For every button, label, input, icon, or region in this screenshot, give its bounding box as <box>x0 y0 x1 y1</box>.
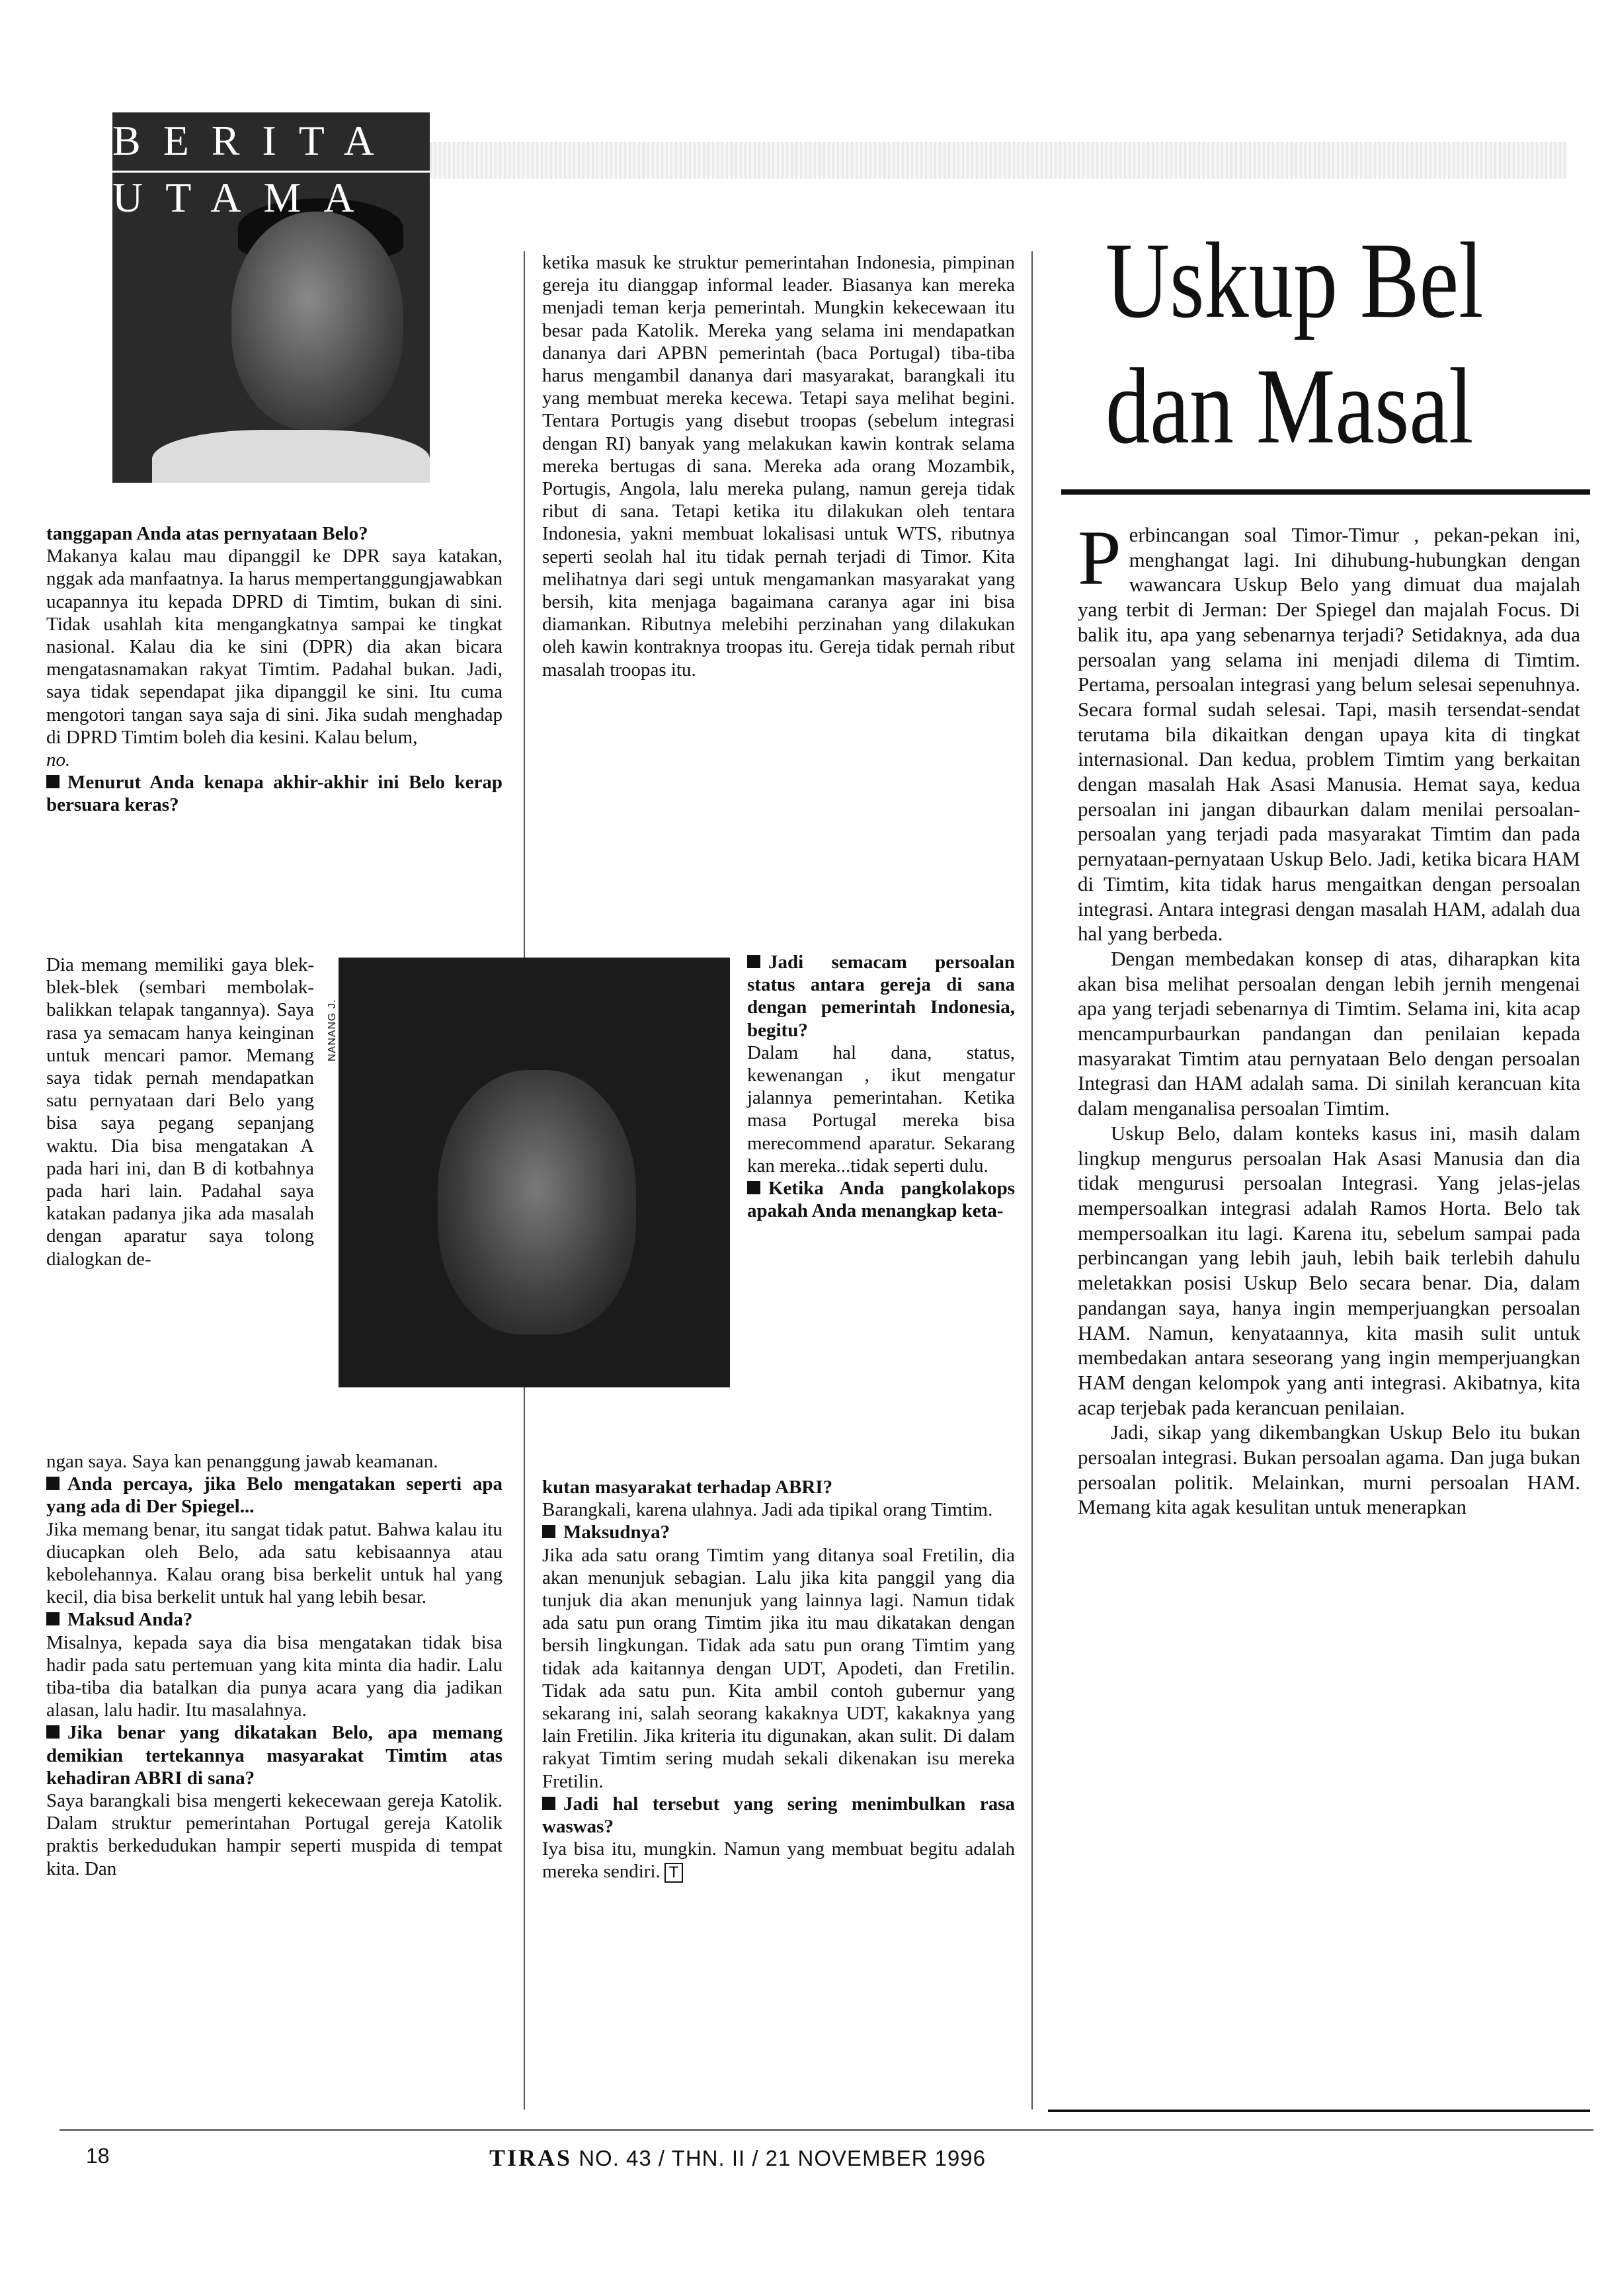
bullet-square-icon <box>542 1797 555 1810</box>
question-text: Anda percaya, jika Belo mengatakan seperti apa yang ada di Der Spiegel... <box>46 1473 502 1518</box>
footer-issue-line <box>489 2144 986 2172</box>
answer-text: no. <box>46 749 71 771</box>
column-rule-right <box>1031 251 1033 2110</box>
article-headline <box>1106 218 1517 470</box>
header-halftone-strip <box>430 142 1567 179</box>
answer-text: Makanya kalau mau dipanggil ke DPR saya katakan, nggak ada manfaatnya. Ia harus mempertanggungjawabkan ucapannya itu kepada DPRD di Timtim, bukan di sini. Tidak usahlah kita mengangkatnya sampai ke tingkat nasional. Kalau dia ke sini (DPR) dia akan bicara mengatasnamakan rakyat Timtim. Padahal bukan. Jadi, saya tidak sependapat jika dipanggil ke sini. Itu cuma mengotori tangan saya saja di sini. Jika sudah menghadap di DPRD Timtim boleh dia kesini. Kalau belum, <box>46 546 502 748</box>
answer-text: Iya bisa itu, mungkin. Namun yang membuat begitu adalah mereka sendiri. T <box>542 1838 1015 1883</box>
opinion-column <box>1078 514 1580 1520</box>
answer-text: Dia memang memiliki gaya blek-blek-blek (sembari membolak-balikkan telapak tangannya). Saya rasa ya semacam hanya keinginan untuk mencari pamor. Memang saya tidak pernah mendapatkan satu pernyataan dari Belo yang bisa saya pegang sepanjang waktu. Dia bisa mengatakan A pada hari ini, dan B di kotbahnya pada hari lain. Padahal saya katakan padanya jika ada masalah dengan aparatur saya tolong dialogkan de- <box>46 954 314 1270</box>
question-text: Jika benar yang dikatakan Belo, apa memang demikian tertekannya masyarakat Timtim atas kehadiran ABRI di sana? <box>46 1722 502 1789</box>
bullet-square-icon <box>46 1612 60 1625</box>
answer-text: Jika memang benar, itu sangat tidak patut. Bahwa kalau itu diucapkan oleh Belo, ada satu kebisaannya atau kebolehannya. Kalau orang bisa berkelit untuk hal yang kecil, dia bisa berkelit untuk hal yang lebih besar. <box>46 1518 502 1608</box>
headline-line-2: dan Masal <box>1106 347 1474 466</box>
question-text: Menurut Anda kenapa akhir-akhir ini Belo kerap bersuara keras? <box>46 772 502 816</box>
question-text: tanggapan Anda atas pernyataan Belo? <box>46 523 368 544</box>
answer-text: Misalnya, kepada saya dia bisa mengatakan tidak bisa hadir pada satu pertemuan yang kita minta dia hadir. Lalu tiba-tiba dia batalkan dia punya acara yang dia jadikan alasan, lalu hadir. Itu masalahnya. <box>46 1631 502 1721</box>
paragraph-1: erbincangan soal Timor-Timur , pekan-pekan ini, menghangat lagi. Ini dihubung-hubungkan dengan wawancara Uskup Belo yang dimuat dua majalah yang terbit di Jerman: Der Spiegel dan majalah Focus. Di balik itu, apa yang sebenarnya terjadi? Setidaknya, ada dua persoalan yang selama ini menjadi dilema di Timtim. Pertama, persoalan integrasi yang belum selesai sepenuhnya. Secara formal sudah selesai. Tapi, masih tersendat-sendat terutama bila dikaitkan dengan upaya kita di tingkat internasional. Dan kedua, problem Timtim yang berkaitan dengan masalah Hak Asasi Manusia. Hemat saya, kedua persoalan ini jangan dibaurkan dalam menilai persoalan-persoalan yang terjadi pada masyarakat Timtim dan pada pernyataan-pernyataan Uskup Belo. Jadi, ketika bicara HAM di Timtim, kita tidak harus mengaitkan dengan persoalan integrasi. Antara integrasi dengan masalah HAM, adalah dua hal yang berbeda. <box>1078 523 1580 946</box>
paragraph-4: Jadi, sikap yang dikembangkan Uskup Belo itu bukan persoalan integrasi. Bukan persoalan agama. Dan juga bukan persoalan politik. Melainkan, murni persoalan HAM. Memang kita agak kesulitan untuk menerapkan <box>1078 1420 1580 1519</box>
bullet-square-icon <box>747 955 760 968</box>
question-text: Maksud Anda? <box>46 1608 502 1631</box>
bullet-square-icon <box>747 1181 760 1194</box>
section-label-utama: UTAMA <box>112 174 377 221</box>
left-column-narrow <box>46 954 314 1270</box>
answer-text: Jika ada satu orang Timtim yang ditanya soal Fretilin, dia akan menunjuk sebagian. Lalu jika kita panggil yang dia tunjuk dia akan menunjuk yang lainnya lagi. Namun tidak ada satu pun orang Timtim jika itu mau dikatakan dengan bersih lingkungan. Tidak ada satu pun orang Timtim yang tidak ada kaitannya dengan UDT, Apodeti, dan Fretilin. Tidak ada satu pun. Kita ambil contoh gubernur yang sekarang ini, salah seorang kakaknya UDT, kakaknya yang lain Fretilin. Jika kriteria itu digunakan, akan sulit. Di dalam rakyat Timtim sering mudah sekali dikenakan isu mereka Fretilin. <box>542 1544 1015 1792</box>
answer-text: ngan saya. Saya kan penanggung jawab keamanan. <box>46 1451 438 1472</box>
question-text: Jadi semacam persoalan status antara gereja di sana dengan pemerintah Indonesia, begitu? <box>747 952 1015 1041</box>
question-text: Ketika Anda pangkolakops apakah Anda menangkap keta- <box>747 1178 1015 1222</box>
bullet-square-icon <box>46 1477 60 1490</box>
middle-column-narrow <box>747 951 1015 1222</box>
section-label-berita: BERITA <box>112 117 397 164</box>
paragraph-2: Dengan membedakan konsep di atas, diharapkan kita akan bisa melihat persoalan dengan lebih jernih mengenai apa yang terjadi sebenarnya di Timtim. Selama ini, kita acap mencampurbaurkan pandangan dan penilaian kepada masyarakat Timtim atau pernyataan Belo dengan persoalan Integrasi dan HAM adalah sama. Di sinilah kerancuan kita dalam menganalisa persoalan Timtim. <box>1078 946 1580 1120</box>
answer-text: ketika masuk ke struktur pemerintahan Indonesia, pimpinan gereja itu dianggap informal leader. Biasanya kan mereka menjadi teman kerja pemerintah. Mungkin kekecewaan itu besar pada Katolik. Mereka yang selama ini mendapatkan dananya dari APBN pemerintah (baca Portugal) tiba-tiba harus mengambil dananya dari masyarakat, barangkali itu yang membuat mereka kecewa. Tetapi saya melihat begini. Tentara Portugis yang disebut troopas (sebelum integrasi dengan RI) banyak yang melakukan kawin kontrak selama mereka bertugas di sana. Mereka ada orang Mozambik, Portugis, Angola, lalu mereka pulang, namun gereja tidak ribut di sana. Tetapi ketika itu dilakukan oleh tentara Indonesia, yakni membuat lokalisasi untuk WTS, ributnya seperti seolah hal itu tidak pernah terjadi di Timor. Kita melihatnya dari segi untuk mengamankan masyarakat yang bersih, kita menjaga bagaimana caranya agar ini bisa diamankan. Ributnya melebihi perzinahan yang dilakukan oleh kawin kontraknya troopas itu. Gereja tidak pernah ribut masalah troopas itu. <box>542 252 1015 680</box>
drop-cap: P <box>1078 514 1121 601</box>
issue-info: NO. 43 / THN. II / 21 NOVEMBER 1996 <box>579 2146 986 2170</box>
section-banner-photo <box>112 112 430 483</box>
left-column-bottom <box>46 1450 502 1880</box>
answer-text: Dalam hal dana, status, kewenangan , ikut mengatur jalannya pemerintahan. Ketika masa Portugal mereka bisa merecommend aparatur. Sekarang kan mereka...tidak seperti dulu. <box>747 1042 1015 1176</box>
bullet-square-icon <box>46 775 60 788</box>
portrait-face <box>231 212 403 430</box>
opinion-bottom-rule <box>1048 2110 1590 2112</box>
photo-credit: NANANG J. <box>327 999 338 1061</box>
magazine-name: TIRAS <box>489 2145 573 2171</box>
headline-line-1: Uskup Bel <box>1106 221 1484 341</box>
paragraph-3: Uskup Belo, dalam konteks kasus ini, masih dalam lingkup mengurus persoalan Hak Asasi Manusia dan dia tidak mengurusi persoalan Integrasi. Yang jelas-jelas mempersoalkan integrasi adalah Ramos Horta. Belo tak mempersoalkan itu lagi. Karena itu, sebelum sampai pada perbincangan yang lebih jauh, lebih baik terlebih dahulu meletakkan posisi Uskup Belo secara benar. Dia, dalam pandangan saya, hanya ingin memperjuangkan persoalan HAM. Namun, kenyataannya, kita masih sulit untuk membedakan antara seseorang yang ingin memperjuangkan HAM dengan kelompok yang anti integrasi. Akibatnya, kita acap terjebak pada kerancuan penilaian. <box>1078 1121 1580 1419</box>
headline-rule <box>1061 489 1590 495</box>
left-column-top <box>46 522 502 817</box>
question-text: Jadi hal tersebut yang sering menimbulkan rasa waswas? <box>542 1793 1015 1838</box>
bullet-square-icon <box>46 1725 60 1739</box>
middle-column-top <box>542 251 1015 681</box>
page-number: 18 <box>86 2144 110 2168</box>
end-mark: T <box>664 1863 684 1883</box>
question-text: kutan masyarakat terhadap ABRI? <box>542 1477 833 1498</box>
banner-divider <box>112 171 430 173</box>
bullet-square-icon <box>542 1525 555 1538</box>
answer-text: Saya barangkali bisa mengerti kekecewaan gereja Katolik. Dalam struktur pemerintahan Portugal gereja Katolik praktis berkedudukan hampir seperti muspida di tempat kita. Dan <box>46 1790 502 1879</box>
question-text: Maksudnya? <box>542 1521 1015 1543</box>
middle-column-bottom <box>542 1476 1015 1883</box>
portrait-collar <box>152 430 430 483</box>
answer-text: Barangkali, karena ulahnya. Jadi ada tipikal orang Timtim. <box>542 1499 993 1521</box>
footer-rule <box>60 2129 1593 2131</box>
interviewee-photo <box>339 958 730 1387</box>
interviewee-face <box>438 1070 636 1334</box>
